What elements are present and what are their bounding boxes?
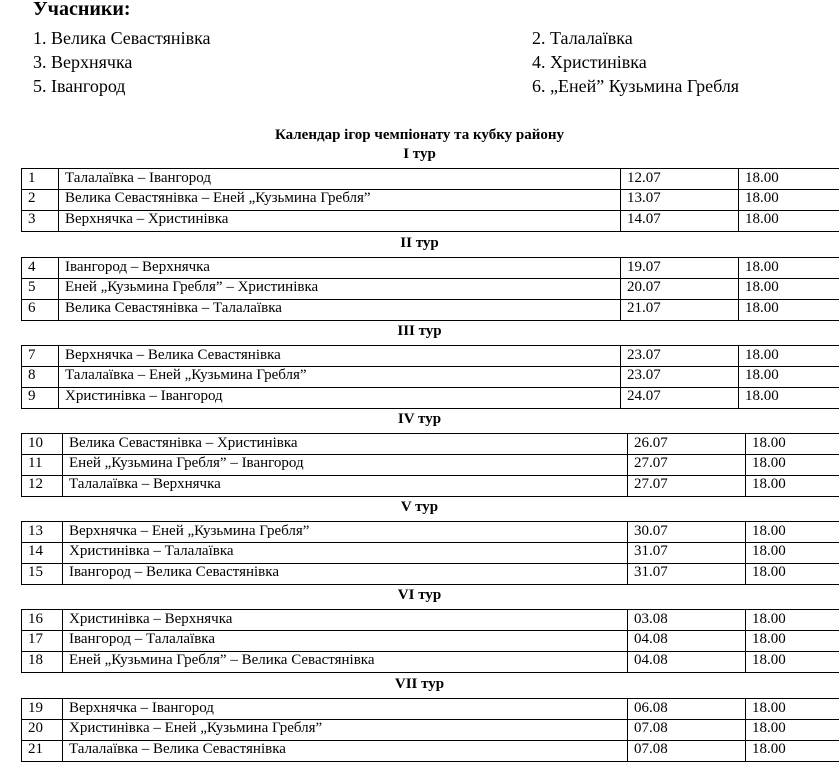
match-date: 30.07 (627, 521, 746, 543)
calendar-title: Календар ігор чемпіонату та кубку району (274, 127, 565, 143)
match-teams: Велика Севастянівка – Талалаївка (58, 299, 621, 321)
match-date: 04.08 (627, 630, 746, 652)
match-date: 27.07 (627, 454, 746, 476)
match-teams: Велика Севастянівка – Христинівка (62, 433, 628, 455)
match-date: 21.07 (620, 299, 739, 321)
match-date: 06.08 (627, 698, 746, 720)
match-date: 27.07 (627, 475, 746, 497)
match-number: 12 (21, 475, 63, 497)
match-number: 14 (21, 542, 63, 564)
match-date: 31.07 (627, 563, 746, 585)
match-time: 18.00 (745, 563, 839, 585)
match-number: 15 (21, 563, 63, 585)
match-time: 18.00 (738, 366, 839, 388)
round-title: VI тур (397, 587, 442, 603)
match-teams: Велика Севастянівка – Еней „Кузьмина Гребля” (58, 189, 621, 211)
match-teams: Христинівка – Еней „Кузьмина Гребля” (62, 719, 628, 741)
match-number: 21 (21, 740, 63, 762)
participant-item: 6. „Еней” Кузьмина Гребля (532, 76, 740, 96)
round-title: I тур (403, 146, 436, 162)
participant-item: 1. Велика Севастянівка (33, 28, 211, 48)
match-time: 18.00 (745, 740, 839, 762)
match-time: 18.00 (745, 454, 839, 476)
match-number: 8 (21, 366, 59, 388)
match-time: 18.00 (745, 521, 839, 543)
match-time: 18.00 (745, 651, 839, 673)
round-title: III тур (397, 323, 442, 339)
match-date: 14.07 (620, 210, 739, 232)
match-date: 23.07 (620, 345, 739, 367)
round-title: II тур (400, 235, 439, 251)
match-date: 24.07 (620, 387, 739, 409)
match-date: 13.07 (620, 189, 739, 211)
match-time: 18.00 (738, 257, 839, 279)
match-date: 19.07 (620, 257, 739, 279)
round-title: VII тур (394, 676, 445, 692)
match-time: 18.00 (745, 719, 839, 741)
round-title: V тур (400, 499, 439, 515)
match-time: 18.00 (738, 299, 839, 321)
match-teams: Христинівка – Верхнячка (62, 609, 628, 631)
round-title: IV тур (397, 411, 442, 427)
match-time: 18.00 (745, 475, 839, 497)
match-teams: Еней „Кузьмина Гребля” – Христинівка (58, 278, 621, 300)
match-teams: Верхнячка – Івангород (62, 698, 628, 720)
match-teams: Талалаївка – Еней „Кузьмина Гребля” (58, 366, 621, 388)
match-time: 18.00 (745, 698, 839, 720)
match-number: 19 (21, 698, 63, 720)
match-number: 4 (21, 257, 59, 279)
match-teams: Івангород – Велика Севастянівка (62, 563, 628, 585)
match-time: 18.00 (738, 189, 839, 211)
match-date: 31.07 (627, 542, 746, 564)
match-time: 18.00 (738, 210, 839, 232)
match-date: 23.07 (620, 366, 739, 388)
match-time: 18.00 (738, 278, 839, 300)
match-teams: Івангород – Верхнячка (58, 257, 621, 279)
match-number: 5 (21, 278, 59, 300)
match-number: 18 (21, 651, 63, 673)
match-date: 07.08 (627, 740, 746, 762)
match-time: 18.00 (738, 387, 839, 409)
match-number: 2 (21, 189, 59, 211)
match-teams: Еней „Кузьмина Гребля” – Велика Севастянівка (62, 651, 628, 673)
match-date: 03.08 (627, 609, 746, 631)
match-date: 07.08 (627, 719, 746, 741)
match-time: 18.00 (738, 168, 839, 190)
match-number: 10 (21, 433, 63, 455)
match-time: 18.00 (745, 433, 839, 455)
participant-item: 4. Христинівка (532, 52, 647, 72)
match-time: 18.00 (745, 630, 839, 652)
match-teams: Верхнячка – Велика Севастянівка (58, 345, 621, 367)
match-teams: Верхнячка – Еней „Кузьмина Гребля” (62, 521, 628, 543)
match-date: 20.07 (620, 278, 739, 300)
match-number: 1 (21, 168, 59, 190)
participant-item: 5. Івангород (33, 76, 126, 96)
participants-title: Учасники: (33, 0, 131, 20)
match-date: 26.07 (627, 433, 746, 455)
match-teams: Талалаївка – Велика Севастянівка (62, 740, 628, 762)
match-number: 9 (21, 387, 59, 409)
match-time: 18.00 (745, 542, 839, 564)
match-number: 13 (21, 521, 63, 543)
match-time: 18.00 (745, 609, 839, 631)
match-number: 6 (21, 299, 59, 321)
match-teams: Івангород – Талалаївка (62, 630, 628, 652)
match-number: 7 (21, 345, 59, 367)
match-date: 04.08 (627, 651, 746, 673)
match-number: 20 (21, 719, 63, 741)
match-teams: Еней „Кузьмина Гребля” – Івангород (62, 454, 628, 476)
participant-item: 2. Талалаївка (532, 28, 633, 48)
match-date: 12.07 (620, 168, 739, 190)
match-teams: Христинівка – Талалаївка (62, 542, 628, 564)
participant-item: 3. Верхнячка (33, 52, 133, 72)
match-teams: Верхнячка – Христинівка (58, 210, 621, 232)
match-number: 17 (21, 630, 63, 652)
match-time: 18.00 (738, 345, 839, 367)
match-teams: Христинівка – Івангород (58, 387, 621, 409)
match-teams: Талалаївка – Івангород (58, 168, 621, 190)
participants-list (33, 26, 833, 100)
match-number: 11 (21, 454, 63, 476)
match-number: 3 (21, 210, 59, 232)
match-teams: Талалаївка – Верхнячка (62, 475, 628, 497)
match-number: 16 (21, 609, 63, 631)
